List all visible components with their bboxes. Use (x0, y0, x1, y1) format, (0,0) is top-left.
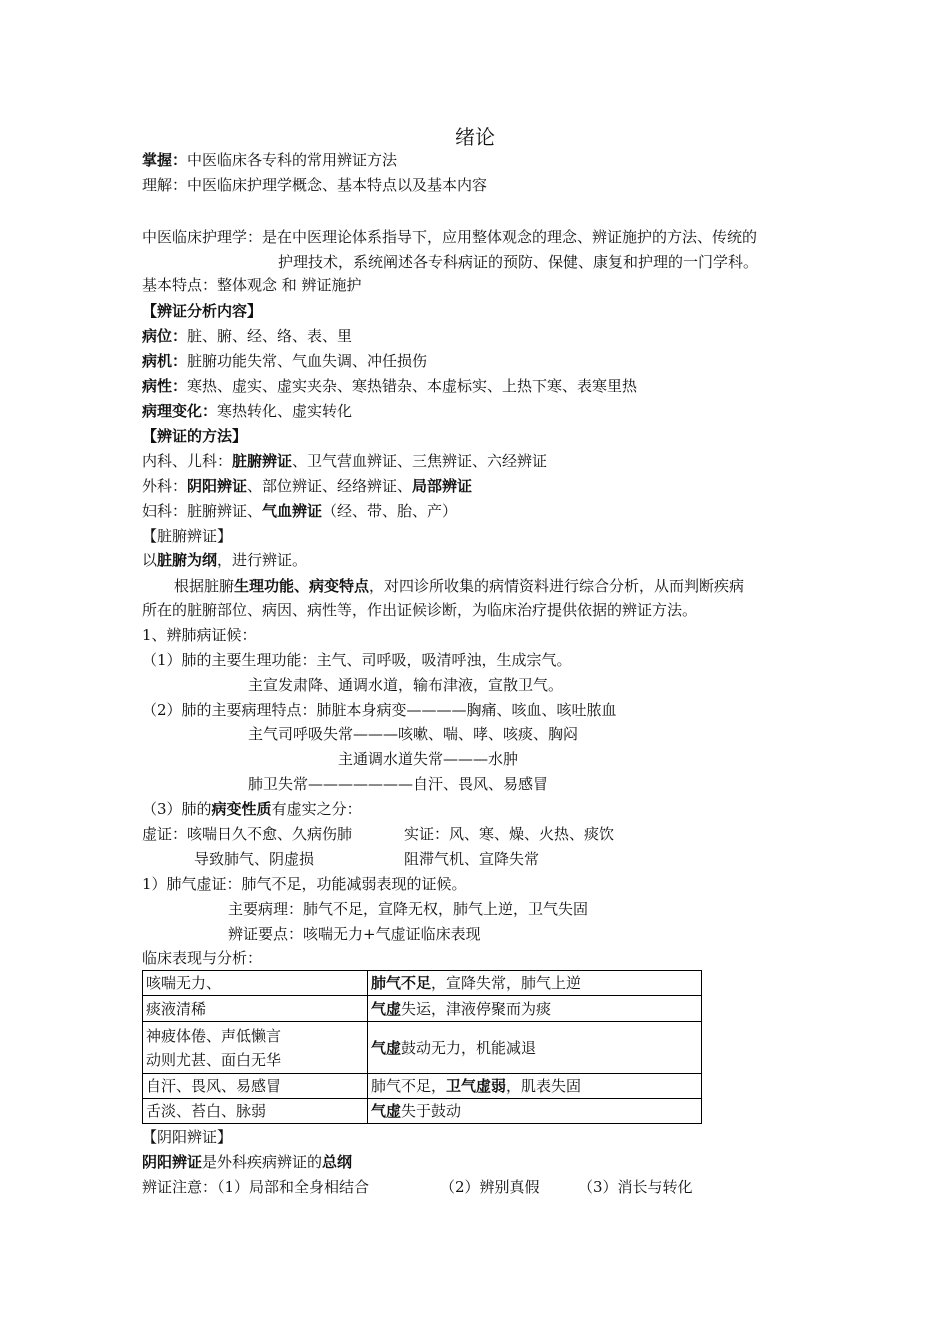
page-title: 绪论 (455, 125, 495, 149)
objective-understand: 理解：中医临床护理学概念、基本特点以及基本内容 (142, 176, 488, 194)
excess-line-1: 实证：风、寒、燥、火热、痰饮 (404, 825, 615, 843)
cell-text: 失于鼓动 (401, 1102, 462, 1120)
nature-text: 有虚实之分： (271, 800, 362, 818)
master-text: 中医临床各专科的常用辨证方法 (187, 151, 398, 169)
lung-qi-deficiency: 1）肺气虚证：肺气不足，功能减弱表现的证候。 (142, 875, 467, 893)
methods-heading: 【辨证的方法】 (142, 427, 248, 445)
yinyang-heading: 【阴阳辨证】 (142, 1128, 233, 1146)
table-cell (368, 996, 702, 1022)
key-points: 辨证要点：咳喘无力+气虚证临床表现 (228, 925, 481, 943)
table-cell (143, 1022, 368, 1074)
principle-emphasis: 脏腑为纲 (157, 551, 218, 569)
analysis-item (142, 376, 637, 396)
nature-emphasis: 病变性质 (211, 800, 272, 818)
method-emphasis: 气血辨证 (262, 502, 323, 520)
lung-heading: 1、辨肺病证候： (142, 626, 257, 644)
note-item: （3）消长与转化 (578, 1178, 693, 1196)
yinyang-emphasis: 总纲 (322, 1153, 353, 1171)
cell-text: 痰液清稀 (146, 999, 207, 1018)
method-text: 外科： (142, 477, 188, 495)
method-emphasis: 阴阳辨证 (187, 477, 248, 495)
cell-text: 神疲体倦、声低懒言 (146, 1026, 282, 1045)
zangfu-principle (142, 550, 307, 570)
method-text: 、部位辨证、经络辨证、 (247, 477, 413, 495)
nature-text: （3）肺的 (142, 800, 212, 818)
cell-text: ，肌表失固 (506, 1077, 582, 1095)
deficiency-line-1: 虚证：咳喘日久不愈、久病伤肺 (142, 825, 353, 843)
yinyang-line (142, 1152, 352, 1172)
lung-physiology-1: （1）肺的主要生理功能：主气、司呼吸，吸清呼浊，生成宗气。 (142, 651, 572, 669)
table-row (143, 996, 702, 1022)
method-emphasis: 脏腑辨证 (232, 452, 293, 470)
cell-emphasis: 气虚 (371, 1102, 402, 1120)
zangfu-description-2: 所在的脏腑部位、病因、病性等，作出证候诊断，为临床治疗提供依据的辨证方法。 (142, 601, 698, 619)
cell-text: ，宣降失常，肺气上逆 (431, 974, 582, 992)
lung-pathology-1: （2）肺的主要病理特点：肺脏本身病变————胸痛、咳血、咳吐脓血 (142, 701, 617, 719)
analysis-text: 脏腑功能失常、气血失调、冲任损伤 (187, 352, 428, 370)
desc-text: ，对四诊所收集的病情资料进行综合分析，从而判断疾病 (369, 577, 745, 595)
analysis-label: 病理变化： (142, 402, 218, 420)
definition-line-1: 中医临床护理学：是在中医理论体系指导下，应用整体观念的理念、辨证施护的方法、传统的 (142, 228, 758, 246)
method-internal (142, 451, 547, 471)
analysis-item (142, 401, 352, 421)
method-text: 、卫气营血辨证、三焦辨证、六经辨证 (292, 452, 548, 470)
zangfu-heading: 【脏腑辨证】 (142, 527, 233, 545)
excess-line-2: 阻滞气机、宣降失常 (404, 850, 540, 868)
note-item: （1）局部和全身相结合 (217, 1178, 370, 1196)
cell-text: 动则尤甚、面白无华 (146, 1050, 282, 1069)
lung-pathology-3: 主通调水道失常———水肿 (338, 750, 519, 768)
lung-pathology-4: 肺卫失常———————自汗、畏风、易感冒 (248, 775, 549, 793)
table-cell (143, 1099, 368, 1124)
analysis-label: 病位： (142, 327, 188, 345)
table-cell (368, 971, 702, 996)
table-row (143, 1099, 702, 1124)
cell-text: 舌淡、苔白、脉弱 (146, 1102, 267, 1120)
notes-label: 辨证注意： (142, 1178, 218, 1196)
objective-master (142, 150, 397, 170)
analysis-label: 病性： (142, 377, 188, 395)
table-cell (368, 1074, 702, 1099)
method-text: （经、带、胎、产） (322, 502, 458, 520)
desc-emphasis: 生理功能、病变特点 (234, 577, 370, 595)
yinyang-notes (142, 1177, 369, 1197)
table-caption: 临床表现与分析： (142, 949, 263, 967)
definition-line-2: 护理技术，系统阐述各专科病证的预防、保健、康复和护理的一门学科。 (278, 253, 759, 271)
cell-text: 鼓动无力，机能减退 (401, 1038, 537, 1057)
table-row (143, 971, 702, 996)
analysis-text: 寒热转化、虚实转化 (217, 402, 353, 420)
cell-emphasis: 气虚 (371, 1038, 402, 1057)
lung-nature (142, 799, 362, 819)
table-row (143, 1022, 702, 1074)
method-emphasis: 局部辨证 (412, 477, 473, 495)
lung-pathology-2: 主气司呼吸失常———咳嗽、喘、哮、咳痰、胸闷 (248, 725, 579, 743)
cell-text: 咳喘无力、 (146, 974, 222, 992)
analysis-heading: 【辨证分析内容】 (142, 302, 263, 320)
table-cell (143, 1074, 368, 1099)
cell-emphasis: 卫气虚弱 (446, 1077, 507, 1095)
cell-text: 肺气不足， (371, 1077, 447, 1095)
analysis-text: 寒热、虚实、虚实夹杂、寒热错杂、本虚标实、上热下寒、表寒里热 (187, 377, 638, 395)
principle-text: ，进行辨证。 (217, 551, 308, 569)
method-gynecology (142, 501, 457, 521)
method-surgery (142, 476, 472, 496)
cell-emphasis: 肺气不足 (371, 974, 432, 992)
yinyang-text: 是外科疾病辨证的 (202, 1153, 323, 1171)
cell-text: 自汗、畏风、易感冒 (146, 1077, 282, 1095)
analysis-label: 病机： (142, 352, 188, 370)
master-label: 掌握： (142, 151, 188, 169)
zangfu-description-1 (174, 576, 744, 596)
note-item: （2）辨别真假 (440, 1178, 540, 1196)
main-pathology: 主要病理：肺气不足，宣降无权，肺气上逆，卫气失固 (228, 900, 589, 918)
table-cell (368, 1099, 702, 1124)
desc-text: 根据脏腑 (174, 577, 235, 595)
basic-features: 基本特点：整体观念 和 辨证施护 (142, 276, 362, 294)
method-text: 内科、儿科： (142, 452, 233, 470)
clinical-analysis-table (142, 970, 702, 1124)
deficiency-line-2: 导致肺气、阴虚损 (194, 850, 315, 868)
cell-emphasis: 气虚 (371, 999, 402, 1018)
table-cell (368, 1022, 702, 1074)
yinyang-emphasis: 阴阳辨证 (142, 1153, 203, 1171)
table-row (143, 1074, 702, 1099)
method-text: 妇科：脏腑辨证、 (142, 502, 263, 520)
table-cell (143, 996, 368, 1022)
analysis-item (142, 351, 427, 371)
analysis-item (142, 326, 352, 346)
analysis-text: 脏、腑、经、络、表、里 (187, 327, 353, 345)
cell-text: 失运，津液停聚而为痰 (401, 999, 552, 1018)
principle-text: 以 (142, 551, 158, 569)
table-cell (143, 971, 368, 996)
lung-physiology-2: 主宣发肃降、通调水道，输布津液，宣散卫气。 (248, 676, 564, 694)
